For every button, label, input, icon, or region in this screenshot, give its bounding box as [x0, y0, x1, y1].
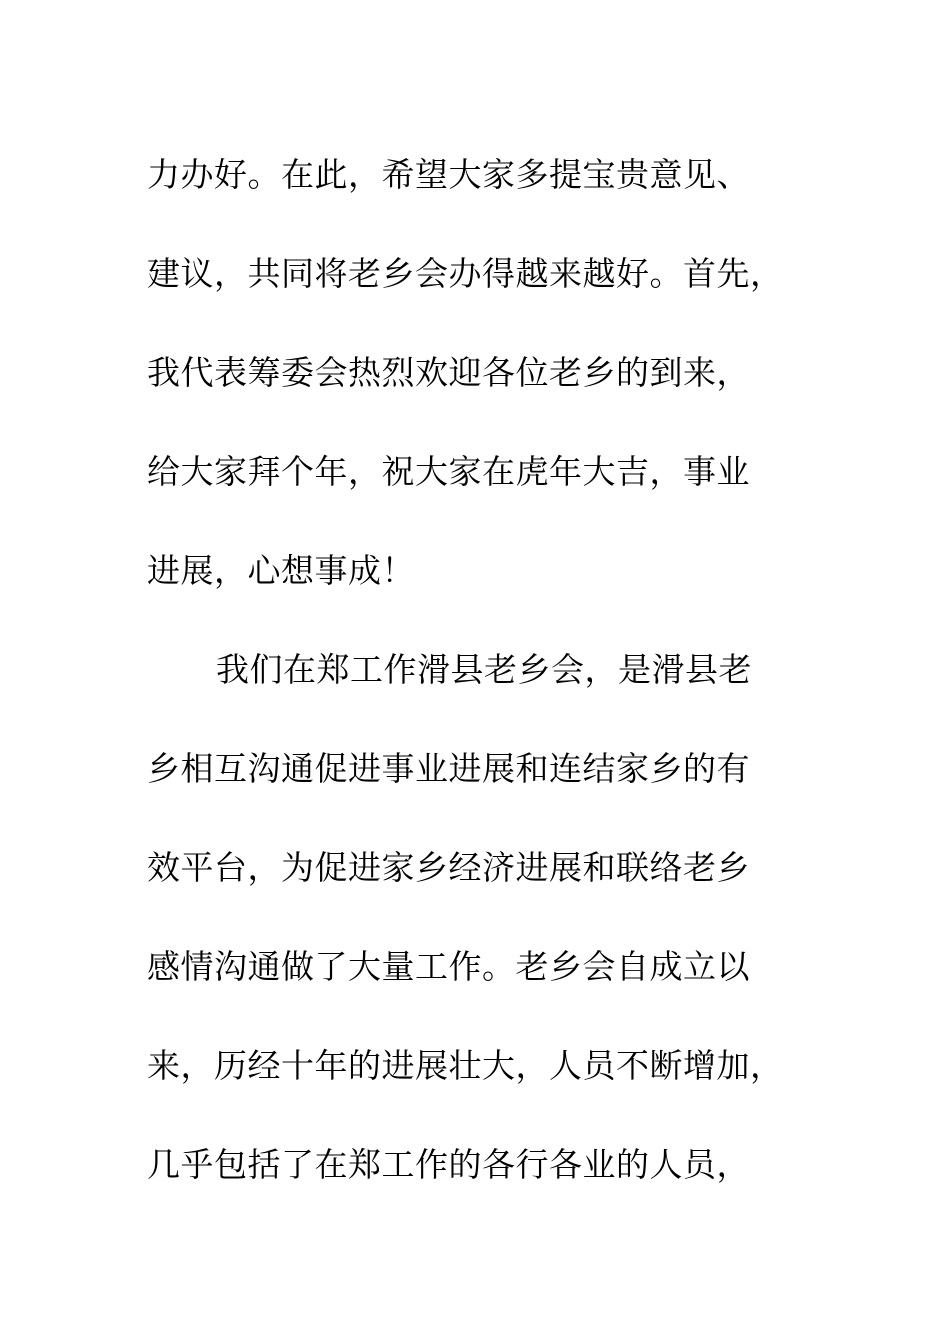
- text-line: 来，历经十年的进展壮大，人员不断增加，: [147, 1046, 784, 1085]
- text-line: 感情沟通做了大量工作。老乡会自成立以: [147, 947, 750, 986]
- text-line: 乡相互沟通促进事业进展和连结家乡的有: [147, 749, 750, 788]
- text-line: 我代表筹委会热烈欢迎各位老乡的到来，: [147, 353, 750, 392]
- text-line: 力办好。在此，希望大家多提宝贵意见、: [147, 155, 750, 194]
- text-line: 建议，共同将老乡会办得越来越好。首先，: [147, 254, 784, 293]
- text-line: 给大家拜个年，祝大家在虎年大吉，事业: [147, 452, 750, 491]
- paragraph-start-line: 我们在郑工作滑县老乡会，是滑县老: [216, 650, 752, 689]
- text-line: 进展，心想事成！: [147, 551, 415, 590]
- text-line: 几乎包括了在郑工作的各行各业的人员，: [147, 1145, 750, 1184]
- text-line: 效平台，为促进家乡经济进展和联络老乡: [147, 848, 750, 887]
- body-text: [147, 125, 807, 1214]
